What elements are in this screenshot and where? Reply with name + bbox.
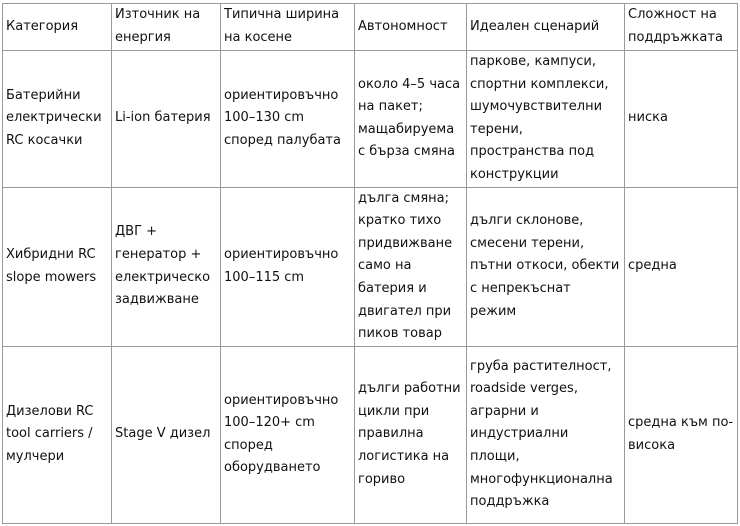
- header-autonomy: Автономност: [355, 4, 467, 51]
- table-row: [3, 51, 738, 188]
- header-category: Категория: [3, 4, 112, 51]
- table-row: [3, 187, 738, 346]
- cell-category: Батерийни електрически RC косачки: [3, 51, 112, 188]
- cell-ideal-scenario: груба растителност, roadside verges, аграрни и индустриални площи, многофункционална поддръжка: [467, 346, 625, 523]
- cell-autonomy: дълги работни цикли при правилна логистика на гориво: [355, 346, 467, 523]
- cell-mowing-width: ориентировъчно 100–120+ cm според оборудването: [221, 346, 355, 523]
- cell-maintenance-complexity: ниска: [625, 51, 738, 188]
- comparison-table: [2, 3, 738, 524]
- cell-autonomy: дълга смяна; кратко тихо придвижване само на батерия и двигател при пиков товар: [355, 187, 467, 346]
- cell-energy-source: Stage V дизел: [112, 346, 221, 523]
- cell-maintenance-complexity: средна към по-висока: [625, 346, 738, 523]
- cell-category: Дизелови RC tool carriers / мулчери: [3, 346, 112, 523]
- cell-category: Хибридни RC slope mowers: [3, 187, 112, 346]
- cell-mowing-width: ориентировъчно 100–115 cm: [221, 187, 355, 346]
- cell-energy-source: Li-ion батерия: [112, 51, 221, 188]
- header-maintenance-complexity: Сложност на поддръжката: [625, 4, 738, 51]
- header-ideal-scenario: Идеален сценарий: [467, 4, 625, 51]
- cell-energy-source: ДВГ + генератор + електрическо задвижване: [112, 187, 221, 346]
- header-mowing-width: Типична ширина на косене: [221, 4, 355, 51]
- cell-autonomy: около 4–5 часа на пакет; мащабируема с бърза смяна: [355, 51, 467, 188]
- table-header-row: [3, 4, 738, 51]
- header-energy-source: Източник на енергия: [112, 4, 221, 51]
- cell-maintenance-complexity: средна: [625, 187, 738, 346]
- cell-ideal-scenario: дълги склонове, смесени терени, пътни откоси, обекти с непрекъснат режим: [467, 187, 625, 346]
- cell-mowing-width: ориентировъчно 100–130 cm според палубата: [221, 51, 355, 188]
- cell-ideal-scenario: паркове, кампуси, спортни комплекси, шумочувствителни терени, пространства под конструкции: [467, 51, 625, 188]
- table-row: [3, 346, 738, 523]
